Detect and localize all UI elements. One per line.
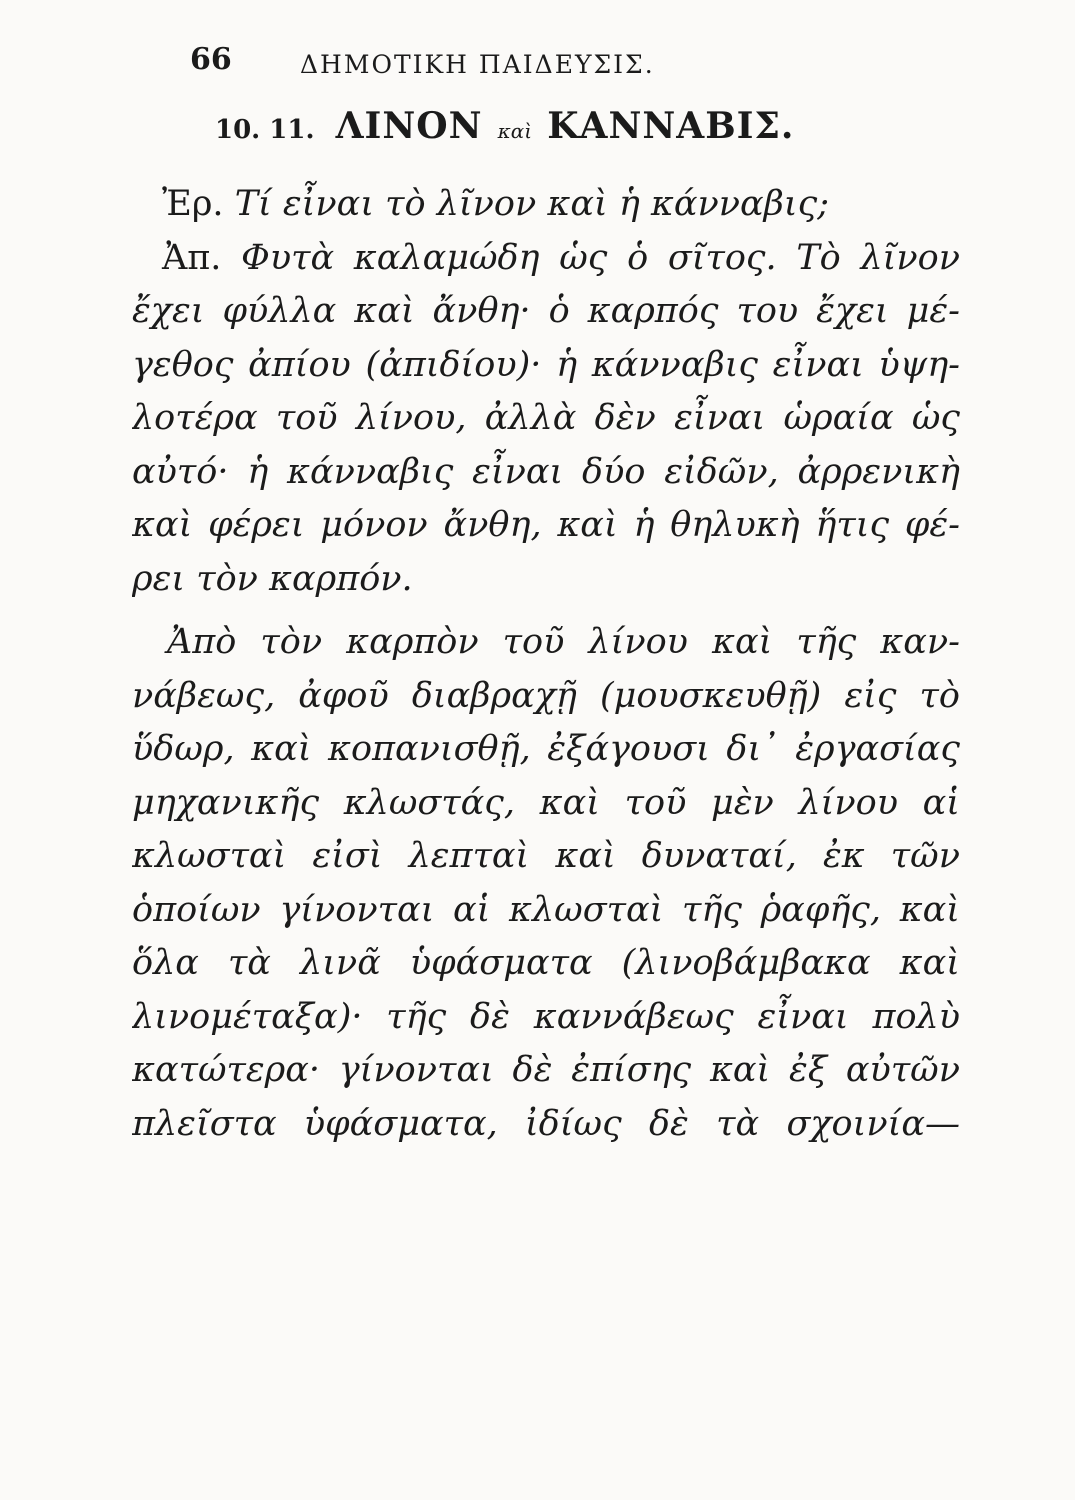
- paragraph-line: πλεῖστα ὑφάσματα, ἰδίως δὲ τὰ σχοινία—: [132, 1103, 960, 1144]
- answer-line: καὶ φέρει μόνον ἄνθη, καὶ ἡ θηλυκὴ ἥτις φέ-: [132, 505, 960, 545]
- paragraph-line: ὅλα τὰ λινᾶ ὑφάσματα (λινοβάμβακα καὶ: [132, 943, 960, 983]
- running-head: ΔΗΜΟΤΙΚΗ ΠΑΙΔΕΥΣΙΣ.: [300, 50, 655, 79]
- answer-label: Ἀπ.: [162, 237, 222, 278]
- section-heading: [215, 105, 794, 150]
- page-number: 66: [190, 42, 232, 77]
- answer-line: αὐτό· ἡ κάνναβις εἶναι δύο εἰδῶν, ἀρρενικὴ: [132, 451, 960, 492]
- section-title-kannabis: ΚΑΝΝΑΒΙΣ.: [547, 105, 795, 147]
- answer-line: [132, 232, 960, 286]
- paragraph-line: λινομέταξα)· τῆς δὲ καννάβεως εἶναι πολὺ: [132, 996, 960, 1037]
- section-number: 10. 11.: [215, 115, 315, 145]
- answer-line: γεθος ἀπίου (ἀπιδίου)· ἡ κάνναβις εἶναι ὑψη-: [132, 344, 960, 385]
- answer-line: ἔχει φύλλα καὶ ἄνθη· ὁ καρπός του ἔχει μέ-: [132, 291, 960, 331]
- section-title-linon: ΛΙΝΟΝ: [335, 105, 483, 147]
- page-header: [190, 42, 890, 82]
- question-line: [132, 178, 960, 232]
- paragraph-line: νάβεως, ἀφοῦ διαβραχῇ (μουσκευθῇ) εἰς τὸ: [132, 675, 960, 716]
- body-text: [132, 178, 960, 1151]
- answer-text: Φυτὰ καλαμώδη ὡς ὁ σῖτος. Τὸ λῖνον: [241, 237, 960, 278]
- answer-line: λοτέρα τοῦ λίνου, ἀλλὰ δὲν εἶναι ὡραία ὡς: [132, 398, 960, 438]
- paragraph-line: κλωσταὶ εἰσὶ λεπταὶ καὶ δυναταί, ἐκ τῶν: [132, 836, 960, 876]
- paragraph-line: Ἀπὸ τὸν καρπὸν τοῦ λίνου καὶ τῆς καν-: [167, 622, 960, 662]
- question-label: Ἐρ.: [162, 184, 224, 224]
- section-title-conjunction: καὶ: [497, 119, 533, 143]
- paragraph-line: μηχανικῆς κλωστάς, καὶ τοῦ μὲν λίνου αἱ: [132, 782, 960, 823]
- paragraph-line: κατώτερα· γίνονται δὲ ἐπίσης καὶ ἐξ αὐτῶν: [132, 1050, 960, 1090]
- paragraph-line: ὁποίων γίνονται αἱ κλωσταὶ τῆς ῥαφῆς, καὶ: [132, 889, 960, 930]
- question-text: Τί εἶναι τὸ λῖνον καὶ ἡ κάνναβις;: [234, 184, 830, 224]
- answer-line: ρει τὸν καρπόν.: [132, 558, 413, 599]
- paragraph-line: ὕδωρ, καὶ κοπανισθῇ, ἐξάγουσι δι᾽ ἐργασίας: [132, 729, 960, 769]
